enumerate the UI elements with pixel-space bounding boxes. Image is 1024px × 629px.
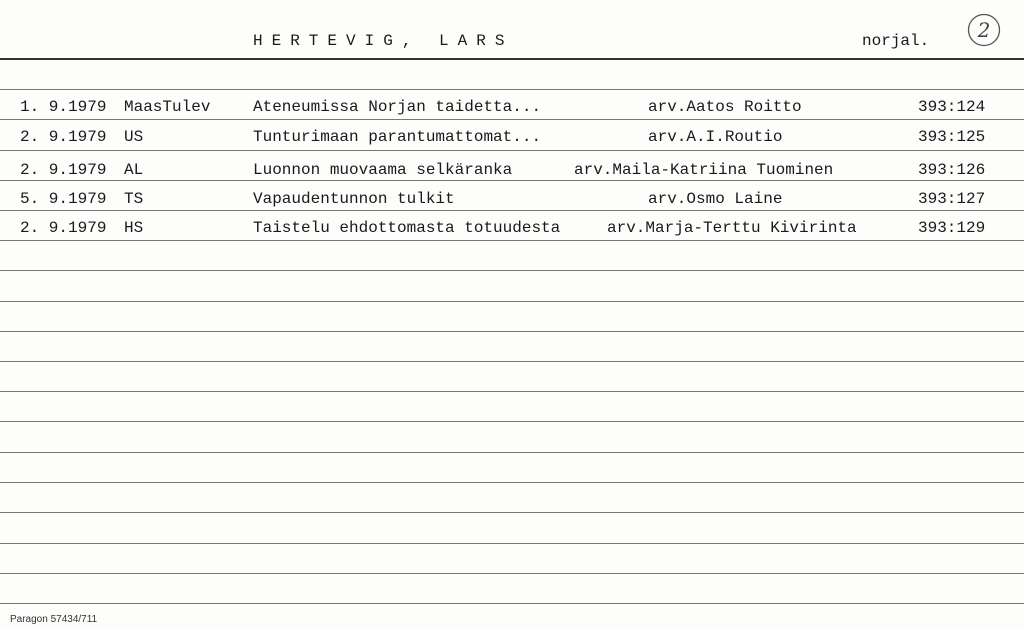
- ruled-line: [0, 240, 1024, 241]
- entry-ref: 393:129: [918, 219, 986, 237]
- ruled-line: [0, 119, 1024, 120]
- ruled-line: [0, 301, 1024, 302]
- ruled-line: [0, 543, 1024, 544]
- entry-ref: 393:124: [918, 98, 986, 116]
- entry-title: Luonnon muovaama selkäranka: [253, 161, 513, 179]
- entry-reviewer: arv.Aatos Roitto: [648, 98, 802, 116]
- entry-reviewer: arv.A.I.Routio: [648, 128, 783, 146]
- ruled-line: [0, 210, 1024, 211]
- entry-ref: 393:127: [918, 190, 986, 208]
- entry-date: 5. 9.1979: [20, 190, 107, 208]
- ruled-line: [0, 150, 1024, 151]
- entry-date: 1. 9.1979: [20, 98, 107, 116]
- ruled-line: [0, 270, 1024, 271]
- entry-source: AL: [124, 161, 144, 179]
- entry-reviewer: arv.Maila-Katriina Tuominen: [574, 161, 834, 179]
- entry-title: Vapaudentunnon tulkit: [253, 190, 455, 208]
- ruled-line: [0, 421, 1024, 422]
- subject-name: HERTEVIG, LARS: [253, 32, 514, 50]
- printer-mark: Paragon 57434/711: [10, 614, 98, 625]
- ruled-line: [0, 603, 1024, 604]
- ruled-line: [0, 512, 1024, 513]
- ruled-line: [0, 180, 1024, 181]
- entry-ref: 393:125: [918, 128, 986, 146]
- ruled-line: [0, 89, 1024, 90]
- entry-title: Tunturimaan parantumattomat...: [253, 128, 542, 146]
- ruled-line: [0, 361, 1024, 362]
- entry-source: MaasTulev: [124, 98, 211, 116]
- ruled-line: [0, 452, 1024, 453]
- entry-reviewer: arv.Osmo Laine: [648, 190, 783, 208]
- circled-number-stamp: [966, 12, 1002, 48]
- ruled-line: [0, 573, 1024, 574]
- entry-date: 2. 9.1979: [20, 128, 107, 146]
- entry-source: HS: [124, 219, 144, 237]
- ruled-line: [0, 331, 1024, 332]
- stamp-number: 2: [977, 18, 991, 42]
- entry-date: 2. 9.1979: [20, 161, 107, 179]
- entry-title: Ateneumissa Norjan taidetta...: [253, 98, 542, 116]
- entry-title: Taistelu ehdottomasta totuudesta: [253, 219, 561, 237]
- entry-reviewer: arv.Marja-Terttu Kivirinta: [607, 219, 857, 237]
- entry-ref: 393:126: [918, 161, 986, 179]
- entry-source: TS: [124, 190, 144, 208]
- entry-source: US: [124, 128, 144, 146]
- ruled-line: [0, 482, 1024, 483]
- entry-date: 2. 9.1979: [20, 219, 107, 237]
- header-rule: [0, 58, 1024, 60]
- ruled-line: [0, 391, 1024, 392]
- category-label: norjal.: [862, 32, 930, 50]
